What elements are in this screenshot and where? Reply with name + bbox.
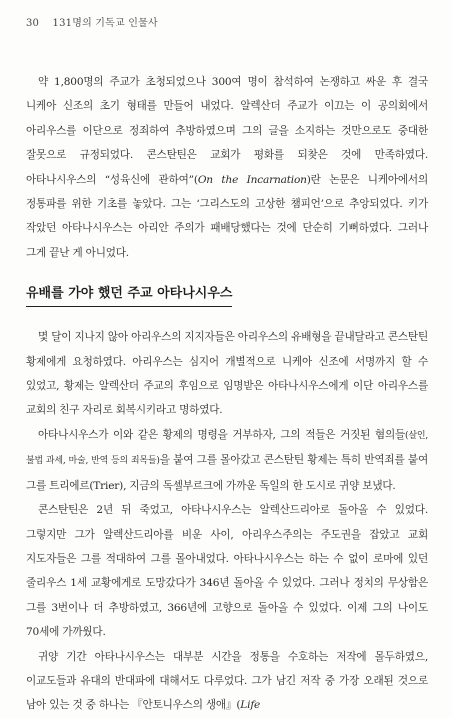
paragraph-3-text-b: 을 붙여 그를 몰아갔고 콘스탄틴 황제는 특히 반역죄를 붙여 그를 트리에르(Trier), 지금의 독셸부르크에 가까운 독일의 한 도시로 귀양 보냈다. (26, 454, 428, 492)
book-title: 131명의 기독교 인물사 (52, 18, 158, 29)
paragraph-1-text-a: 약 1,800명의 주교가 초청되었으나 300여 명이 참석하여 논쟁하고 싸운 후 결국 니케아 신조의 초기 형태를 만들어 내었다. 알렉산더 주교가 이끄는 이 공의회에서 아리우스를 이단으로 정죄하여 추방하였으며 그의 글을 소지하는 것만으로도 중대한 잘못으로 규정되었다. 콘스탄틴은 교회가 평화를 되찾은 것에 만족하였다. 아타나시우스의 “성육신에 관하여”( (26, 76, 428, 186)
paragraph-5 (26, 645, 428, 718)
section-heading: 유배를 가야 했던 주교 아타나시우스 (26, 285, 232, 307)
paragraph-3 (26, 423, 428, 498)
paragraph-1-italic: On the Incarnation (197, 173, 307, 186)
paragraph-4: 콘스탄틴은 2년 뒤 죽었고, 아타나시우스는 알렉산드리아로 돌아올 수 있었다. 그렇지만 그가 알렉산드리아를 비운 사이, 아리우스주의는 주도권을 잡았고 교회 지도자들은 그를 적대하여 그를 몰아내었다. 아타나시우스는 하는 수 없이 로마에 있던 줄리우스 1세 교황에게로 도망갔다가 346년 돌아올 수 있었다. 그러나 정치의 무상함은 그를 3번이나 더 추방하였고, 366년에 고향으로 돌아올 수 있었다. 이제 그의 나이도 70세에 가까웠다. (26, 504, 428, 639)
paragraph-5-italic: Life (240, 699, 261, 712)
paragraph-3-parenthetical: (살인, 불법 과세, 마술, 반역 등의 죄목들) (26, 430, 428, 467)
paragraph-1-text-b: )란 논문은 니케아에서의 정통파를 위한 기초를 놓았다. 그는 ‘그리스도의 고상한 챔피언’으로 추앙되었다. 키가 작았던 아타나시우스는 아리안 주의가 패배당했다는 것에 단순히 기뻐하였다. 그러나 그게 끝난 게 아니었다. (26, 173, 428, 259)
body-text (26, 70, 428, 718)
paragraph-1 (26, 70, 428, 265)
paragraph-5-text: 귀양 기간 아타나시우스는 대부분 시간을 정통을 수호하는 저작에 몰두하였으, 이교도들과 유대의 반대파에 대해서도 다루었다. 그가 남긴 저작 중 가장 오래된 것으로 남아 있는 것 중 하나는 『안토니우스의 생애』( (26, 650, 428, 712)
paragraph-3-text-a: 아타나시우스가 이와 같은 황제의 명령을 거부하자, 그의 적들은 거짓된 혐의들 (38, 428, 406, 441)
page-number: 30 (26, 18, 40, 29)
paragraph-2: 몇 달이 지나지 않아 아리우스의 지지자들은 아리우스의 유배형을 끝내달라고 콘스탄틴 황제에게 요청하였다. 아리우스는 심지어 개별적으로 니케아 신조에 서명까지 할 수 있었고, 황제는 알렉산더 주교의 후임으로 임명받은 아타나시우스에게 이단 아리우스를 교회의 친구 자리로 회복시키라고 명하였다. (26, 331, 428, 417)
running-head (26, 14, 158, 29)
